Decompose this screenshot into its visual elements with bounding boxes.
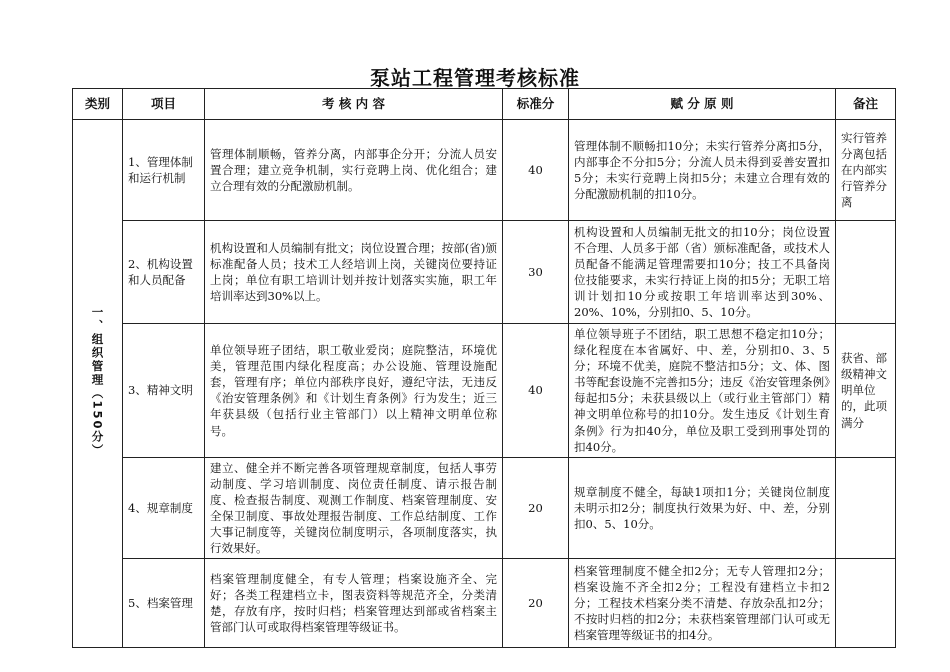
category-cell — [73, 120, 123, 648]
header-item: 项目 — [123, 89, 205, 120]
note-cell: 获省、部级精神文明单位的，此项满分 — [836, 324, 896, 458]
table-row — [73, 457, 896, 559]
table-row — [73, 559, 896, 648]
item-cell: 3、精神文明 — [123, 324, 205, 458]
item-cell: 4、规章制度 — [123, 457, 205, 559]
score-cell: 20 — [503, 457, 569, 559]
content-cell: 单位领导班子团结，职工敬业爱岗；庭院整洁，环境优美，管理范围内绿化程度高；办公设施、管理设施配套，管理有序；单位内部秩序良好，遵纪守法，无违反《治安管理条例》和《计划生育条例》行为发生；近三年获县级（包括行业主管部门）以上精神文明单位称号。 — [205, 324, 503, 458]
note-cell — [836, 457, 896, 559]
score-cell: 40 — [503, 324, 569, 458]
header-note: 备注 — [836, 89, 896, 120]
rule-cell: 规章制度不健全，每缺1项扣1分；关键岗位制度未明示扣2分；制度执行效果为好、中、差，分别扣0、5、10分。 — [569, 457, 836, 559]
header-score: 标准分 — [503, 89, 569, 120]
item-cell: 1、管理体制和运行机制 — [123, 120, 205, 221]
rule-cell: 单位领导班子不团结，职工思想不稳定扣10分；绿化程度在本省属好、中、差，分别扣0、3、5分；环境不优美，庭院不整洁扣5分；文、体、图书等配套设施不完善扣5分；违反《治安管理条例》每起扣5分；未获县级以上（或行业主管部门）精神文明单位称号的扣10分。发生违反《计划生育条例》行为扣40分，单位及职工受到刑事处罚的扣40分。 — [569, 324, 836, 458]
note-cell — [836, 221, 896, 324]
score-cell: 30 — [503, 221, 569, 324]
table-row — [73, 324, 896, 458]
content-cell: 档案管理制度健全，有专人管理；档案设施齐全、完好；各类工程建档立卡，图表资料等规范齐全，分类清楚，存放有序，按时归档；档案管理达到部或省档案主管部门认可或取得档案管理等级证书。 — [205, 559, 503, 648]
table-row — [73, 221, 896, 324]
content-cell: 机构设置和人员编制有批文；岗位设置合理；按部(省)颁标准配备人员；技术工人经培训上岗，关键岗位要持证上岗；单位有职工培训计划并按计划落实实施，职工年培训率达到30%以上。 — [205, 221, 503, 324]
table-row — [73, 120, 896, 221]
rule-cell: 管理体制不顺畅扣10分；未实行管养分离扣5分，内部事企不分扣5分；分流人员未得到妥善安置扣5分；未实行竞聘上岗扣5分；未建立合理有效的分配激励机制的扣10分。 — [569, 120, 836, 221]
assessment-table — [72, 88, 896, 648]
item-cell: 5、档案管理 — [123, 559, 205, 648]
note-cell — [836, 559, 896, 648]
header-content: 考 核 内 容 — [205, 89, 503, 120]
note-cell: 实行管养分离包括在内部实行管养分离 — [836, 120, 896, 221]
item-cell: 2、机构设置和人员配备 — [123, 221, 205, 324]
rule-cell: 档案管理制度不健全扣2分；无专人管理扣2分；档案设施不齐全扣2分；工程没有建档立卡扣2分；工程技术档案分类不清楚、存放杂乱扣2分；不按时归档的扣2分；未获档案管理部门认可或无档案管理等级证书的扣4分。 — [569, 559, 836, 648]
score-cell: 40 — [503, 120, 569, 221]
rule-cell: 机构设置和人员编制无批文的扣10分；岗位设置不合理、人员多于部（省）颁标准配备，或技术人员配备不能满足管理需要扣10分；技工不具备岗位技能要求，未实行持证上岗的扣5分；无职工培训计划扣10分或按职工年培训率达到30%、20%、10%，分别扣0、5、10分。 — [569, 221, 836, 324]
header-category: 类别 — [73, 89, 123, 120]
score-cell: 20 — [503, 559, 569, 648]
header-rule: 赋 分 原 则 — [569, 89, 836, 120]
page-title: 泵站工程管理考核标准 — [370, 66, 580, 90]
content-cell: 建立、健全并不断完善各项管理规章制度，包括人事劳动制度、学习培训制度、岗位责任制度、请示报告制度、检查报告制度、观测工作制度、档案管理制度、安全保卫制度、事故处理报告制度、工作总结制度、工作大事记制度等，关键岗位制度明示，各项制度落实，执行效果好。 — [205, 457, 503, 559]
category-label: 一、组织管理（150分） — [90, 305, 105, 458]
header-row — [73, 89, 896, 120]
content-cell: 管理体制顺畅，管养分离，内部事企分开；分流人员安置合理；建立竞争机制，实行竞聘上岗、优化组合；建立合理有效的分配激励机制。 — [205, 120, 503, 221]
